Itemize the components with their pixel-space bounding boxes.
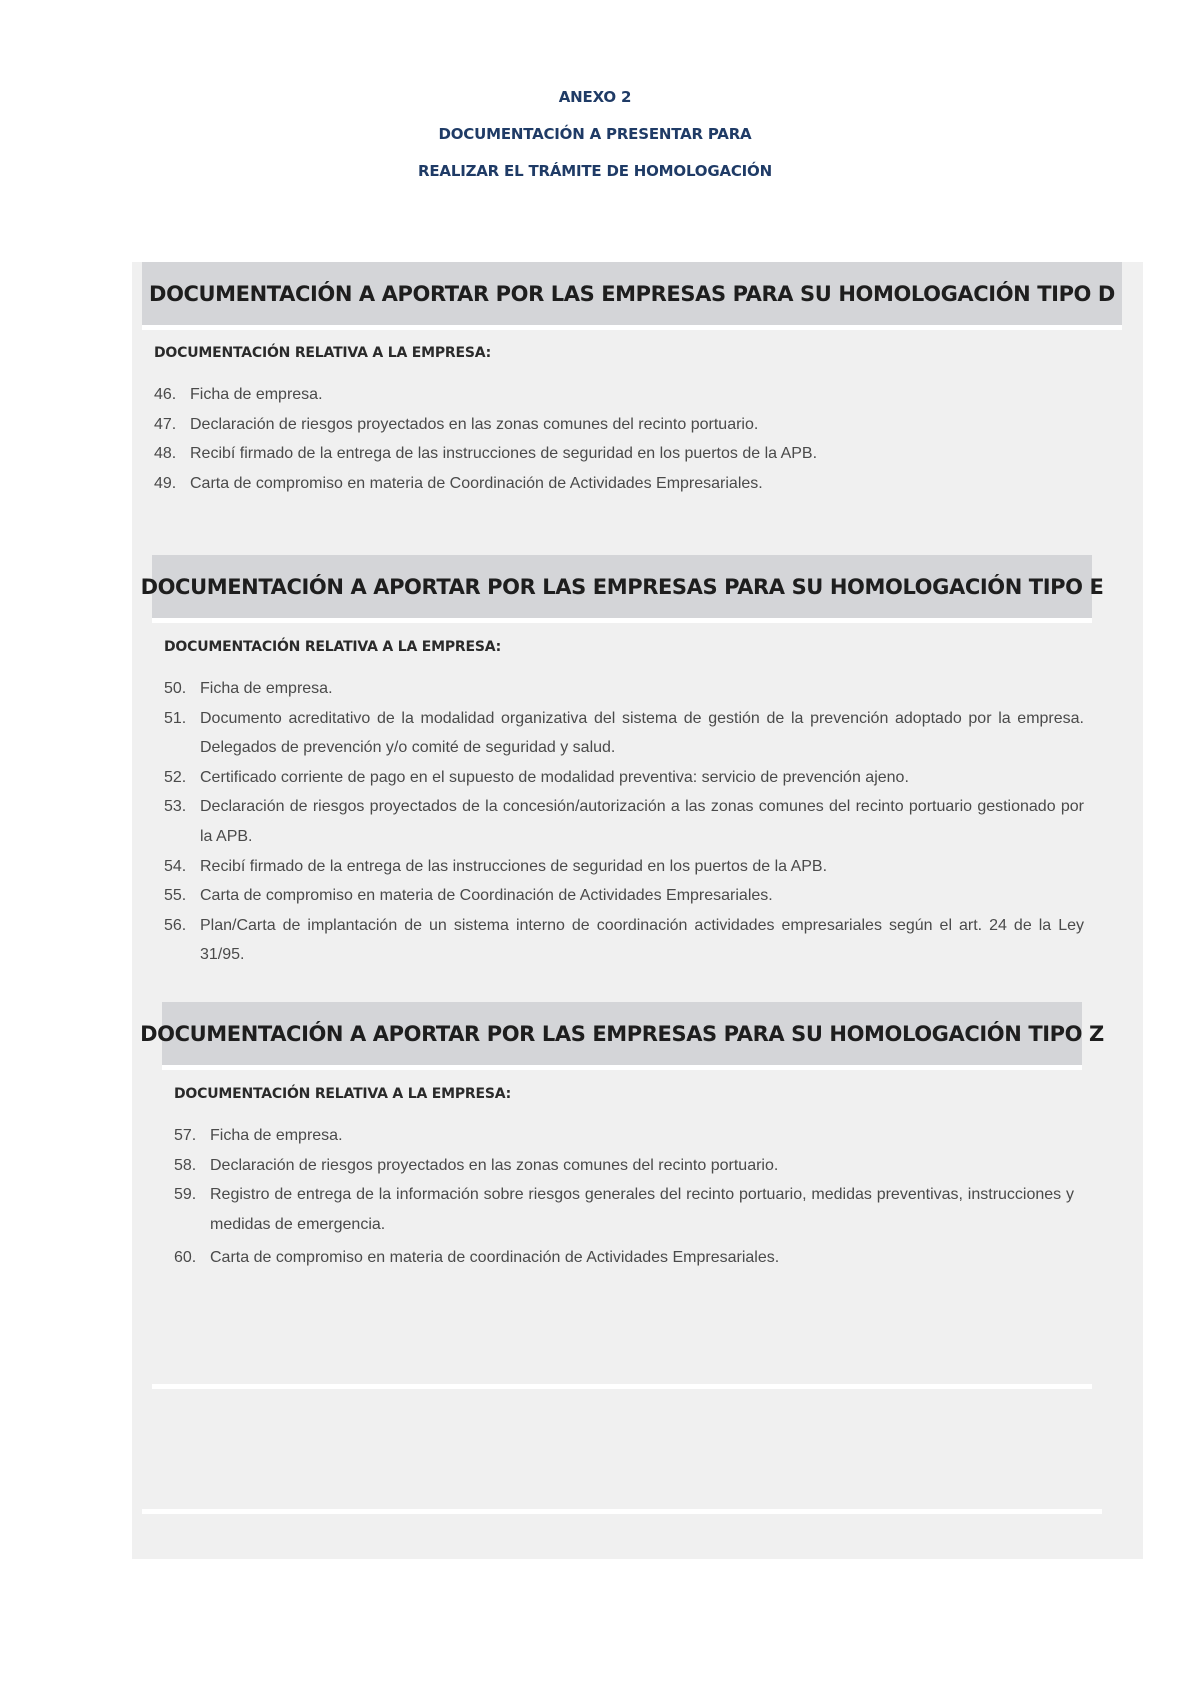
item-number: 46. (154, 386, 177, 403)
annex-title: ANEXO 2 (558, 88, 632, 106)
item-text: Carta de compromiso en materia de Coordinación de Actividades Empresariales. (200, 887, 773, 905)
list-item (164, 911, 1084, 970)
item-number: 55. (164, 887, 187, 905)
item-text: Certificado corriente de pago en el supuesto de modalidad preventiva: servicio de prevención ajeno. (200, 768, 909, 786)
item-number: 60. (174, 1249, 197, 1267)
list-item (164, 792, 1084, 851)
list-item (174, 1121, 1074, 1151)
doc-list-tipo-d (154, 380, 1024, 498)
item-number: 47. (154, 415, 177, 433)
divider (142, 1509, 1102, 1514)
item-text: Declaración de riesgos proyectados en las zonas comunes del recinto portuario. (190, 415, 759, 433)
item-number: 50. (164, 680, 187, 697)
item-text: Documento acreditativo de la modalidad organizativa del sistema de gestión de la prevención adoptado por la empresa. Delegados de prevención y/o comité de seguridad y salud. (200, 709, 1084, 757)
item-text: Plan/Carta de implantación de un sistema interno de coordinación actividades empresariales según el art. 24 de la Ley 31/95. (200, 916, 1084, 964)
item-text: Ficha de empresa. (200, 680, 333, 697)
list-item (164, 704, 1084, 763)
item-text: Recibí firmado de la entrega de las instrucciones de seguridad en los puertos de la APB. (200, 857, 828, 875)
section-heading-tipo-d: DOCUMENTACIÓN A APORTAR POR LAS EMPRESAS PARA SU HOMOLOGACIÓN TIPO D (142, 262, 1122, 330)
list-item (164, 674, 1084, 704)
item-number: 56. (164, 916, 187, 934)
item-number: 58. (174, 1156, 197, 1174)
item-text: Ficha de empresa. (190, 386, 323, 403)
doc-list-tipo-e (164, 674, 1084, 970)
divider (152, 1384, 1092, 1389)
list-item (164, 763, 1084, 793)
item-number: 49. (154, 474, 177, 492)
item-number: 52. (164, 768, 187, 786)
list-item (154, 469, 1024, 499)
item-number: 59. (174, 1186, 197, 1204)
item-number: 57. (174, 1127, 197, 1144)
annex-header (0, 86, 1190, 197)
list-item (174, 1243, 1074, 1273)
item-number: 53. (164, 798, 187, 816)
item-number: 54. (164, 857, 187, 875)
item-text: Declaración de riesgos proyectados de la concesión/autorización a las zonas comunes del recinto portuario gestionado por la APB. (200, 798, 1084, 845)
section-heading-tipo-z: DOCUMENTACIÓN A APORTAR POR LAS EMPRESAS PARA SU HOMOLOGACIÓN TIPO Z (162, 1002, 1082, 1070)
annex-subtitle-line1: DOCUMENTACIÓN A PRESENTAR PARA (438, 125, 752, 143)
section-subheading-tipo-z: DOCUMENTACIÓN RELATIVA A LA EMPRESA: (174, 1086, 512, 1102)
list-item (154, 410, 1024, 440)
list-item (174, 1180, 1074, 1239)
item-number: 48. (154, 445, 177, 463)
list-item (154, 380, 1024, 410)
list-item (164, 852, 1084, 882)
doc-list-tipo-z (174, 1121, 1074, 1273)
item-text: Ficha de empresa. (210, 1127, 343, 1144)
list-item (154, 439, 1024, 469)
section-heading-tipo-e: DOCUMENTACIÓN A APORTAR POR LAS EMPRESAS PARA SU HOMOLOGACIÓN TIPO E (152, 555, 1092, 623)
item-text: Recibí firmado de la entrega de las instrucciones de seguridad en los puertos de la APB. (190, 445, 818, 463)
item-text: Carta de compromiso en materia de coordinación de Actividades Empresariales. (210, 1249, 780, 1267)
item-number: 51. (164, 709, 187, 727)
item-text: Carta de compromiso en materia de Coordinación de Actividades Empresariales. (190, 474, 763, 492)
section-subheading-tipo-d: DOCUMENTACIÓN RELATIVA A LA EMPRESA: (154, 345, 492, 361)
item-text: Declaración de riesgos proyectados en las zonas comunes del recinto portuario. (210, 1156, 779, 1174)
annex-subtitle-line2: REALIZAR EL TRÁMITE DE HOMOLOGACIÓN (418, 162, 772, 180)
section-subheading-tipo-e: DOCUMENTACIÓN RELATIVA A LA EMPRESA: (164, 639, 502, 655)
item-text: Registro de entrega de la información sobre riesgos generales del recinto portuario, medidas preventivas, instrucciones y medidas de emergencia. (210, 1186, 1074, 1233)
list-item (164, 881, 1084, 911)
list-item (174, 1151, 1074, 1181)
